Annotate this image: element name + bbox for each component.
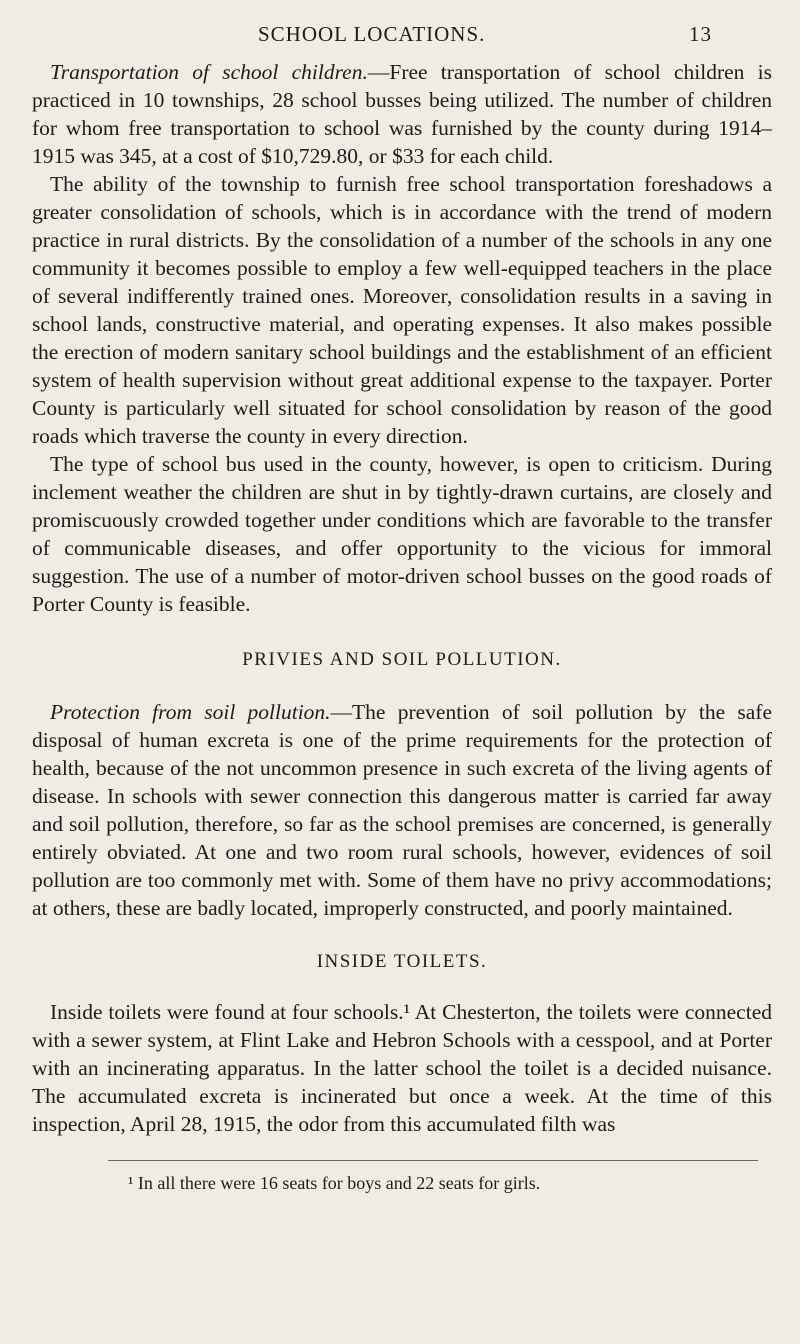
paragraph-transportation xyxy=(32,58,772,170)
section-heading-inside-toilets: INSIDE TOILETS. xyxy=(316,951,488,972)
paragraph-text: —The prevention of soil pollution by the safe disposal of human excreta is one of the prime requirements for the protection of health, because of the not uncommon presence in such excreta of the living agents of disease. In schools with sewer connection this dangerous matter is carried far away and soil pollution, therefore, so far as the school premises are concerned, is generally entirely obviated. At one and two room rural schools, however, evidences of soil pollution are too commonly met with. Some of them have no privy accommodations; at others, these are badly located, improperly constructed, and poorly maintained. xyxy=(32,700,772,920)
page-body xyxy=(32,58,772,1195)
paragraph-soil-pollution xyxy=(32,698,772,922)
paragraph-inside-toilets: Inside toilets were found at four schools.¹ At Chesterton, the toilets were connected with a sewer system, at Flint Lake and Hebron Schools with a cesspool, and at Porter with an incinerating apparatus. In the latter school the toilet is a decided nuisance. The accumulated excreta is incinerated but once a week. At the time of this inspection, April 28, 1915, the odor from this accumulated filth was xyxy=(32,1000,772,1136)
paragraph-school-bus: The type of school bus used in the county, however, is open to criticism. During inclement weather the children are shut in by tightly-drawn curtains, are closely and promiscuously crowded together under conditions which are favorable to the transfer of communicable diseases, and offer opportunity to the vicious for immoral suggestion. The use of a number of motor-driven school busses on the good roads of Porter County is feasible. xyxy=(32,452,772,616)
paragraph-text: —Free transportation of school children is practiced in 10 townships, 28 school busses being utilized. The number of children for whom free transportation to school was furnished by the county during 1914–1915 was 345, at a cost of $10,729.80, or $33 for each child. xyxy=(32,60,773,168)
footnote: ¹ In all there were 16 seats for boys and 22 seats for girls. xyxy=(128,1173,541,1193)
paragraph-lead: Protection from soil pollution. xyxy=(50,700,331,724)
section-heading-privies: PRIVIES AND SOIL POLLUTION. xyxy=(242,649,562,670)
footnote-divider xyxy=(108,1160,758,1161)
running-title: SCHOOL LOCATIONS. xyxy=(258,22,486,46)
running-header xyxy=(0,22,800,52)
paragraph-consolidation: The ability of the township to furnish free school transportation foreshadows a greater consolidation of schools, which is in accordance with the trend of modern practice in rural districts. By the consolidation of a number of the schools in any one community it becomes possible to employ a few well-equipped teachers in the place of several indifferently trained ones. Moreover, consolidation results in a saving in school lands, constructive material, and operating expenses. It also makes possible the erection of modern sanitary school buildings and the establishment of an efficient system of health supervision without great additional expense to the taxpayer. Porter County is particularly well situated for school consolidation by reason of the good roads which traverse the county in every direction. xyxy=(32,172,772,448)
paragraph-lead: Transportation of school children. xyxy=(50,60,368,84)
page-number: 13 xyxy=(689,22,712,46)
